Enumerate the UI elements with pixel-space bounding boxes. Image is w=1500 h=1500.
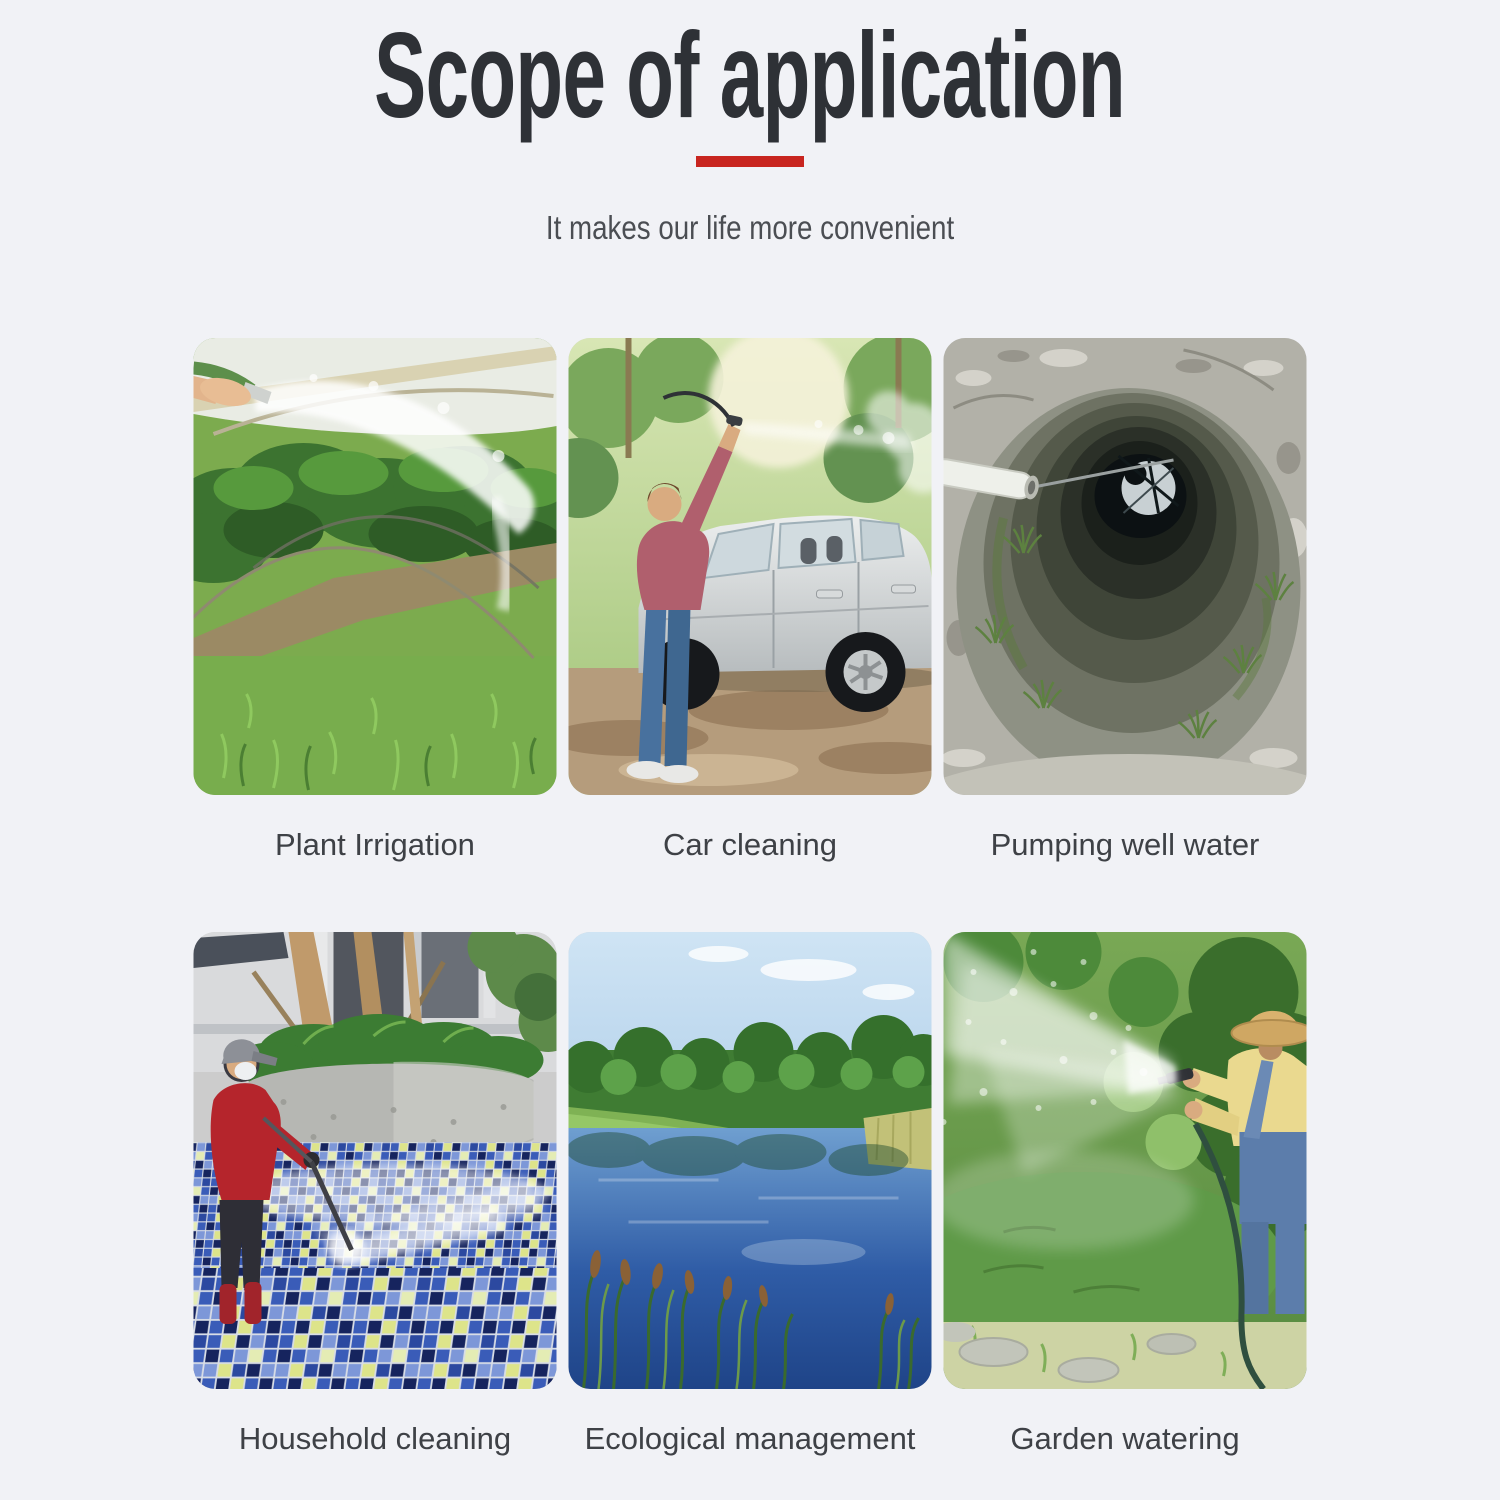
subtitle-text: It makes our life more convenient — [545, 209, 955, 246]
title-divider — [696, 156, 804, 167]
application-card-household-cleaning — [194, 932, 557, 1500]
application-caption-household-cleaning: Household cleaning — [238, 1421, 512, 1456]
application-caption-pumping-well-water: Pumping well water — [990, 827, 1260, 862]
application-grid — [194, 338, 1307, 1500]
application-card-pumping-well-water — [944, 338, 1307, 932]
application-card-ecological-management — [569, 932, 932, 1500]
subtitle — [0, 211, 1500, 244]
application-card-plant-irrigation — [194, 338, 557, 932]
garden-watering-photo — [944, 932, 1307, 1389]
application-card-garden-watering — [944, 932, 1307, 1500]
application-caption-ecological-management: Ecological management — [584, 1421, 916, 1456]
application-caption-car-cleaning: Car cleaning — [662, 827, 838, 862]
household-cleaning-photo — [194, 932, 557, 1389]
application-caption-plant-irrigation: Plant Irrigation — [275, 827, 475, 862]
pumping-well-water-photo — [944, 338, 1307, 795]
application-caption-garden-watering: Garden watering — [1010, 1421, 1240, 1456]
page-title-text: Scope of application — [374, 7, 1126, 143]
page-title — [0, 7, 1500, 144]
plant-irrigation-photo — [194, 338, 557, 795]
car-cleaning-photo — [569, 338, 932, 795]
ecological-management-photo — [569, 932, 932, 1389]
application-card-car-cleaning — [569, 338, 932, 932]
